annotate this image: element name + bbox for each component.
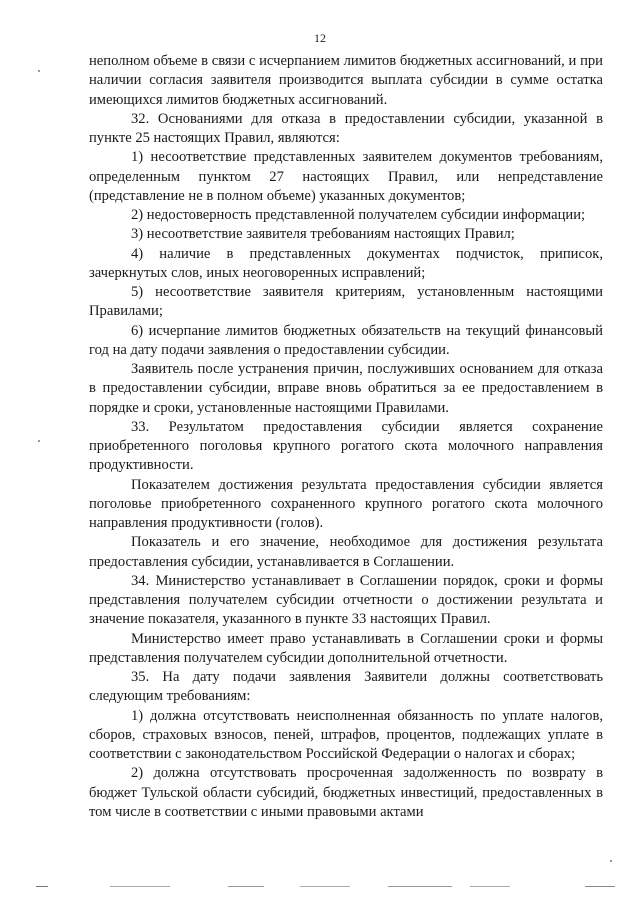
paragraph-32-subitem-1: 1) несоответствие представленных заявителем документов требованиям, определенным пунктом 27 настоящих Правил, или непредставление (представление не в полном объеме) указанных документов;	[89, 149, 603, 204]
paragraph-34-additional: Министерство имеет право устанавливать в Соглашении сроки и формы представления получателем субсидии дополнительной отчетности.	[89, 630, 603, 666]
paragraph-35-subitem-2: 2) должна отсутствовать просроченная задолженность по возврату в бюджет Тульской области субсидий, бюджетных инвестиций, предоставленных в том числе в соответствии с иными правовыми актами	[89, 765, 603, 820]
scan-artifact-dot	[610, 860, 612, 862]
scan-artifact-line	[388, 886, 452, 887]
scan-artifact-line	[300, 886, 350, 887]
scan-artifact-line	[110, 886, 170, 887]
paragraph-35-subitem-1: 1) должна отсутствовать неисполненная обязанность по уплате налогов, сборов, страховых взносов, пеней, штрафов, процентов, подлежащих уплате в соответствии с законодательством Российской Федерации о налогах и сборах;	[89, 707, 603, 762]
paragraph-32-subitem-5: 5) несоответствие заявителя критериям, установленным настоящими Правилами;	[89, 284, 603, 320]
paragraph-32-subitem-2: 2) недостоверность представленной получателем субсидии информации;	[131, 207, 586, 223]
paragraph-32-note: Заявитель после устранения причин, послуживших основанием для отказа в предоставлении субсидии, вправе вновь обратиться за ее предоставлением в порядке и сроки, установленные настоящими Правилами.	[89, 361, 603, 416]
paragraph-item-34: 34. Министерство устанавливает в Соглашении порядок, сроки и формы представления получателем субсидии отчетности о достижении результата и значение показателя, указанного в пункте 33 настоящих Правил.	[89, 572, 603, 628]
paragraph-33-agreement: Показатель и его значение, необходимое для достижения результата предоставления субсидии, устанавливается в Соглашении.	[89, 534, 603, 570]
page-number: 12	[314, 31, 326, 45]
scan-artifact-dot	[38, 70, 40, 72]
document-body	[89, 52, 603, 822]
scan-artifact-line	[36, 886, 48, 887]
paragraph-32-subitem-6: 6) исчерпание лимитов бюджетных обязательств на текущий финансовый год на дату подачи заявления о предоставлении субсидии.	[89, 322, 603, 358]
paragraph-continuation: неполном объеме в связи с исчерпанием лимитов бюджетных ассигнований, и при наличии согласия заявителя производится выплата субсидии в сумме остатка имеющихся лимитов бюджетных ассигнований.	[89, 53, 603, 108]
paragraph-item-35: 35. На дату подачи заявления Заявители должны соответствовать следующим требованиям:	[89, 669, 603, 705]
scan-artifact-dot	[38, 440, 40, 442]
paragraph-32-subitem-3: 3) несоответствие заявителя требованиям настоящих Правил;	[131, 226, 515, 243]
paragraph-item-32: 32. Основаниями для отказа в предоставлении субсидии, указанной в пункте 25 настоящих Правил, являются:	[89, 110, 603, 146]
paragraph-33-indicator: Показателем достижения результата предоставления субсидии является поголовье приобретенного сохраненного крупного рогатого скота молочного направления продуктивности (голов).	[89, 476, 603, 531]
scan-artifact-line	[470, 886, 510, 887]
paragraph-32-subitem-4: 4) наличие в представленных документах подчисток, приписок, зачеркнутых слов, иных неоговоренных исправлений;	[89, 245, 603, 281]
scan-artifact-line	[228, 886, 264, 887]
paragraph-item-33: 33. Результатом предоставления субсидии является сохранение приобретенного поголовья крупного рогатого скота молочного направления продуктивности.	[89, 418, 603, 474]
scan-artifact-line	[585, 886, 615, 887]
